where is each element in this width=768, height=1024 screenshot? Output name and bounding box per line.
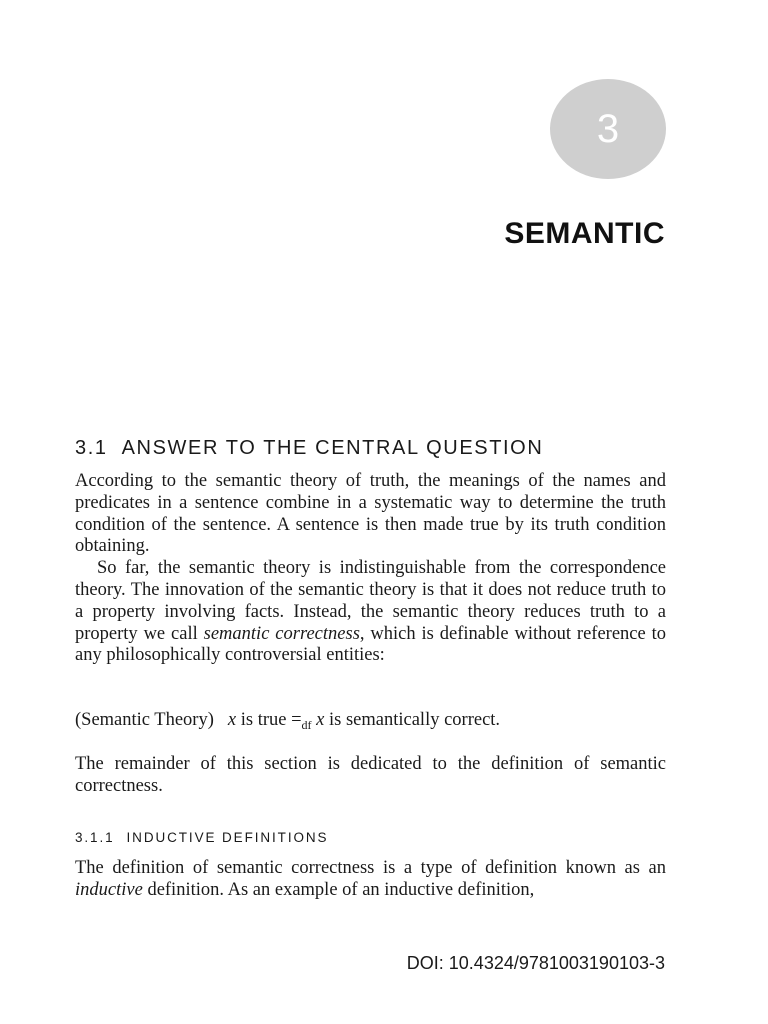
remainder-block: [75, 754, 666, 798]
paragraph-3: The remainder of this section is dedicated to the definition of semantic correctness.: [75, 754, 666, 796]
subsection-body: [75, 858, 666, 902]
subsection-paragraph-end: definition. As an example of an inductive definition,: [142, 879, 535, 900]
subsection-title: INDUCTIVE DEFINITIONS: [126, 830, 329, 845]
formula-label: (Semantic Theory): [75, 710, 214, 730]
chapter-number: 3: [596, 107, 620, 151]
formula-variable: x: [227, 710, 237, 730]
subsection-paragraph: [75, 858, 666, 902]
section-title: ANSWER TO THE CENTRAL QUESTION: [121, 437, 544, 459]
subsection-number: 3.1.1: [75, 830, 115, 845]
paragraph-2: [75, 558, 666, 667]
semantic-theory-formula: [75, 710, 666, 732]
formula-definiens-mark: is true =: [236, 710, 302, 730]
paragraph-1: According to the semantic theory of truth, the meanings of the names and predicates in a sentence combine in a systematic way to determine the truth condition of the sentence. A sentence is then made true by its truth condition obtaining.: [75, 471, 666, 557]
subsection-heading: [75, 828, 328, 848]
formula-block: [75, 710, 666, 732]
section-body: [75, 471, 666, 667]
doi-footer: DOI: 10.4324/9781003190103-3: [406, 953, 665, 973]
chapter-title: SEMANTIC: [504, 217, 665, 250]
formula-rest: is semantically correct.: [324, 710, 501, 730]
paragraph-2-text-start: So far, the semantic theory is indistinguishable from the correspondence theory. The innovation of the semantic theory is that it does not reduce truth to a property involving facts. Instead, the semantic theory reduces truth to a property we call: [75, 558, 666, 644]
subsection-paragraph-start: The definition of semantic correctness is a type of definition known as an: [75, 858, 666, 878]
formula-subscript: df: [301, 718, 312, 732]
paragraph-2-emphasis: semantic correctness: [203, 623, 360, 644]
chapter-number-badge: [550, 79, 666, 179]
paragraph-2-text-end: , which is definable without reference to any philosophically controversial entities:: [75, 623, 666, 666]
subsection-paragraph-emphasis: inductive: [75, 879, 143, 900]
section-number: 3.1: [75, 437, 108, 459]
section-heading: [75, 434, 543, 462]
formula-variable-2: x: [316, 710, 325, 730]
